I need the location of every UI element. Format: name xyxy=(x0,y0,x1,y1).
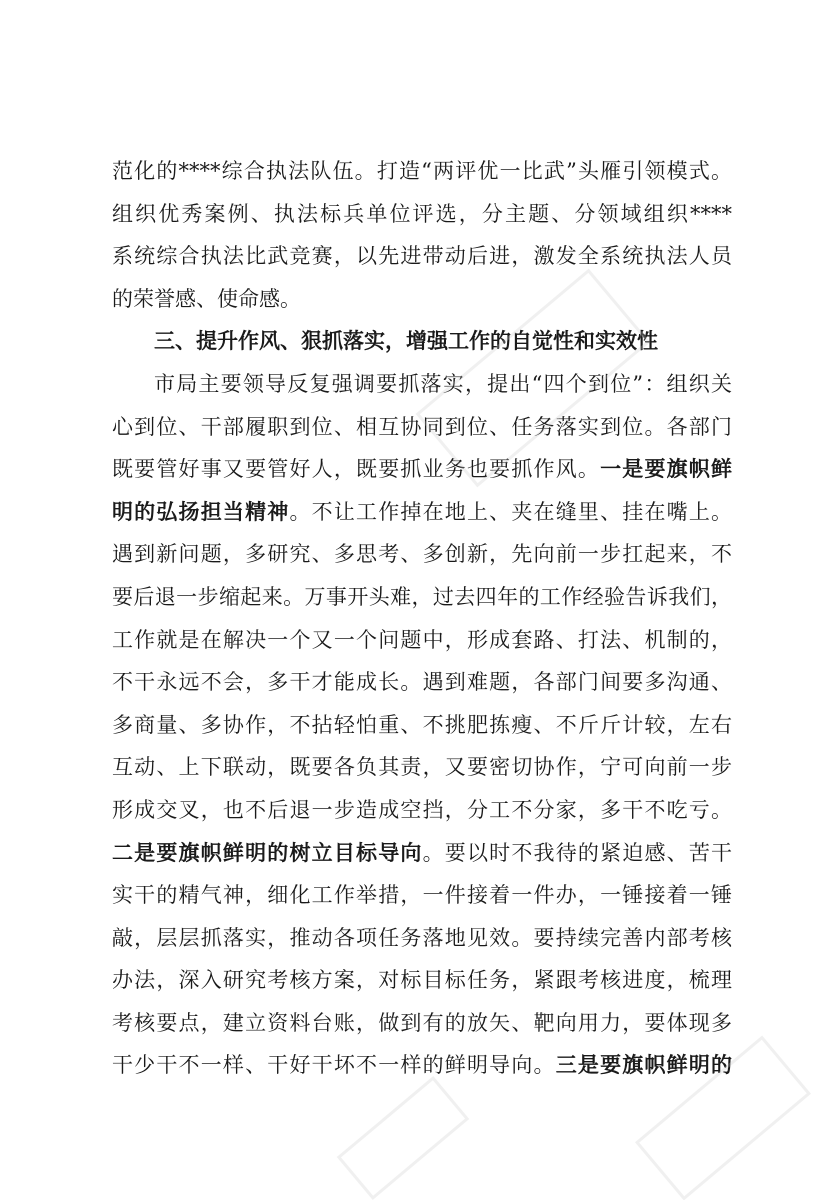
bold-phrase: 三是要旗帜鲜明的 xyxy=(555,1053,732,1078)
text-line: 心到位、干部履职到位、相互协同到位、任务落实到位。各部门 xyxy=(112,414,732,439)
text-line: 多商量、多协作，不拈轻怕重、不挑肥拣瘦、不斤斤计较，左右 xyxy=(112,712,732,737)
text-line: 敲，层层抓落实，推动各项任务落地见效。要持续完善内部考核 xyxy=(112,925,732,950)
text-line: 互动、上下联动，既要各负其责，又要密切协作，宁可向前一步 xyxy=(112,755,732,780)
text-line xyxy=(112,448,732,491)
text-line: 系统综合执法比武竞赛，以先进带动后进，激发全系统执法人员 xyxy=(112,244,732,269)
text-line: 形成交叉，也不后退一步造成空挡，分工不分家，多干不吃亏。 xyxy=(112,797,732,822)
text-line xyxy=(112,491,732,534)
text-line: 市局主要领导反复强调要抓落实，提出“四个到位”：组织关 xyxy=(154,371,732,396)
text-line: 实干的精气神，细化工作举措，一件接着一件办，一锤接着一锤 xyxy=(112,883,732,908)
text-line: 要后退一步缩起来。万事开头难，过去四年的工作经验告诉我们， xyxy=(112,584,732,609)
text-line xyxy=(112,832,732,875)
body-text xyxy=(112,150,732,1087)
text-line: 组织优秀案例、执法标兵单位评选，分主题、分领域组织**** xyxy=(112,201,732,226)
text-line: 办法，深入研究考核方案，对标目标任务，紧跟考核进度，梳理 xyxy=(112,968,732,993)
text-line: 范化的****综合执法队伍。打造“两评优一比武”头雁引领模式。 xyxy=(112,159,732,183)
text-line: 不干永远不会，多干才能成长。遇到难题，各部门间要多沟通、 xyxy=(112,670,732,695)
text-line: 遇到新问题，多研究、多思考、多创新，先向前一步扛起来，不 xyxy=(112,542,732,567)
text-line: 考核要点，建立资料台账，做到有的放矢、靶向用力，要体现多 xyxy=(112,1010,732,1035)
text-segment: 既要管好事又要管好人，既要抓业务也要抓作风。 xyxy=(112,457,601,482)
section-heading: 三、提升作风、狠抓落实，增强工作的自觉性和实效性 xyxy=(154,329,658,354)
text-line xyxy=(112,1044,732,1087)
text-segment: 干少干不一样、干好干坏不一样的鲜明导向。 xyxy=(112,1053,556,1078)
watermark-shape xyxy=(337,1076,470,1200)
bold-phrase: 二是要旗帜鲜明的树立目标导向 xyxy=(112,840,423,865)
text-segment: 。不让工作掉在地上、夹在缝里、挂在嘴上。 xyxy=(289,499,733,524)
text-segment: 。要以时不我待的紧迫感、苦干 xyxy=(422,840,732,865)
bold-phrase: 明的弘扬担当精神 xyxy=(112,499,290,524)
bold-phrase: 一是要旗帜鲜 xyxy=(600,457,733,482)
text-line: 的荣誉感、使命感。 xyxy=(112,286,301,311)
text-line: 工作就是在解决一个又一个问题中，形成套路、打法、机制的， xyxy=(112,627,732,652)
